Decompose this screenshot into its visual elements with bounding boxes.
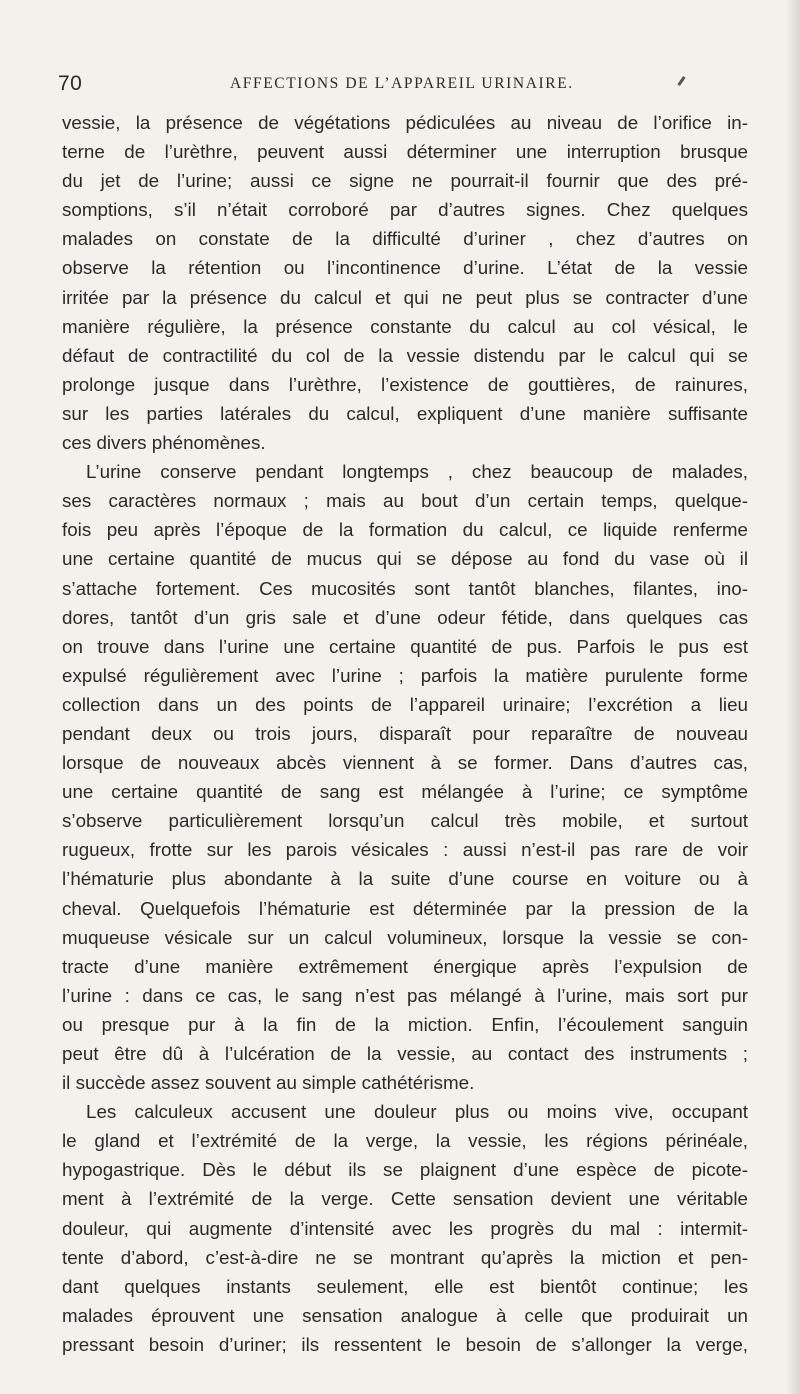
page-number: 70 <box>58 72 83 95</box>
text-line: malades éprouvent une sensation analogue à celle que produirait un <box>62 1304 748 1326</box>
text-line: dores, tantôt d’un gris sale et d’une odeur fétide, dans quelques cas <box>62 606 748 628</box>
paragraph-start-line: L’urine conserve pendant longtemps , chez beaucoup de malades, <box>86 461 748 483</box>
text-line: défaut de contractilité du col de la vessie distendu par le calcul qui se <box>62 344 748 366</box>
text-line: ou presque pur à la fin de la miction. Enfin, l’écoulement sanguin <box>62 1013 748 1035</box>
text-line: l’urine : dans ce cas, le sang n’est pas mélangé à l’urine, mais sort pur <box>62 984 748 1006</box>
running-head <box>58 72 748 102</box>
text-line: ses caractères normaux ; mais au bout d’un certain temps, quelque- <box>62 490 748 512</box>
text-line: pendant deux ou trois jours, disparaît pour reparaître de nouveau <box>62 722 748 744</box>
text-line: douleur, qui augmente d’intensité avec les progrès du mal : intermit- <box>62 1217 748 1239</box>
text-line: du jet de l’urine; aussi ce signe ne pourrait-il fournir que des pré- <box>62 170 748 192</box>
text-line: ment à l’extrémité de la verge. Cette sensation devient une véritable <box>62 1188 748 1210</box>
paragraph-end-line: il succède assez souvent au simple cathétérisme. <box>62 1072 475 1094</box>
text-line: tracte d’une manière extrêmement énergique après l’expulsion de <box>62 955 748 977</box>
text-line: observe la rétention ou l’incontinence d’urine. L’état de la vessie <box>62 257 748 279</box>
text-line: le gland et l’extrémité de la verge, la vessie, les régions périnéale, <box>62 1130 748 1152</box>
text-line: muqueuse vésicale sur un calcul volumineux, lorsque la vessie se con- <box>62 926 748 948</box>
paragraph-end-line: ces divers phénomènes. <box>62 432 266 454</box>
text-line: dant quelques instants seulement, elle est bientôt continue; les <box>62 1275 748 1297</box>
text-line: vessie, la présence de végétations pédiculées au niveau de l’orifice in- <box>62 112 748 133</box>
text-line: une certaine quantité de mucus qui se dépose au fond du vase où il <box>62 548 748 570</box>
paragraph-start-line: Les calculeux accusent une douleur plus ou moins vive, occupant <box>86 1101 748 1123</box>
text-line: rugueux, frotte sur les parois vésicales : aussi n’est-il pas rare de voir <box>62 839 748 861</box>
text-line: fois peu après l’époque de la formation du calcul, ce liquide renferme <box>62 519 748 541</box>
text-line: lorsque de nouveaux abcès viennent à se former. Dans d’autres cas, <box>62 752 748 774</box>
text-line: terne de l’urèthre, peuvent aussi déterminer une interruption brusque <box>62 141 748 163</box>
text-line: une certaine quantité de sang est mélangée à l’urine; ce symptôme <box>62 781 748 803</box>
text-line: malades on constate de la difficulté d’uriner , chez d’autres on <box>62 228 748 250</box>
text-line: tente d’abord, c’est-à-dire ne se montrant qu’après la miction et pen- <box>62 1246 748 1268</box>
text-line: on trouve dans l’urine une certaine quantité de pus. Parfois le pus est <box>62 635 748 657</box>
text-line: somptions, s’il n’était corroboré par d’autres signes. Chez quelques <box>62 199 748 221</box>
text-line: l’hématurie plus abondante à la suite d’une course en voiture ou à <box>62 868 748 890</box>
text-line: cheval. Quelquefois l’hématurie est déterminée par la pression de la <box>62 897 748 919</box>
text-line: irritée par la présence du calcul et qui ne peut plus se contracter d’une <box>62 286 748 308</box>
text-line: collection dans un des points de l’appareil urinaire; l’excrétion a lieu <box>62 693 748 715</box>
text-line: manière régulière, la présence constante du calcul au col vésical, le <box>62 315 748 337</box>
text-line: pressant besoin d’uriner; ils ressentent le besoin de s’allonger la verge, <box>62 1333 748 1355</box>
text-line: peut être dû à l’ulcération de la vessie, au contact des instruments ; <box>62 1043 748 1064</box>
body-text <box>62 108 748 1359</box>
running-head-title: AFFECTIONS DE L’APPAREIL URINAIRE. <box>230 75 574 92</box>
text-line: s’attache fortement. Ces mucosités sont tantôt blanches, filantes, ino- <box>62 577 748 599</box>
text-line: sur les parties latérales du calcul, expliquent d’une manière suffisante <box>62 402 748 424</box>
text-line: expulsé régulièrement avec l’urine ; parfois la matière purulente forme <box>62 664 748 686</box>
page-edge-shadow <box>786 0 800 1394</box>
text-line: s’observe particulièrement lorsqu’un calcul très mobile, et surtout <box>62 810 748 832</box>
text-line: hypogastrique. Dès le début ils se plaignent d’une espèce de picote- <box>62 1159 748 1181</box>
text-line: prolonge jusque dans l’urèthre, l’existence de gouttières, de rainures, <box>62 373 748 395</box>
